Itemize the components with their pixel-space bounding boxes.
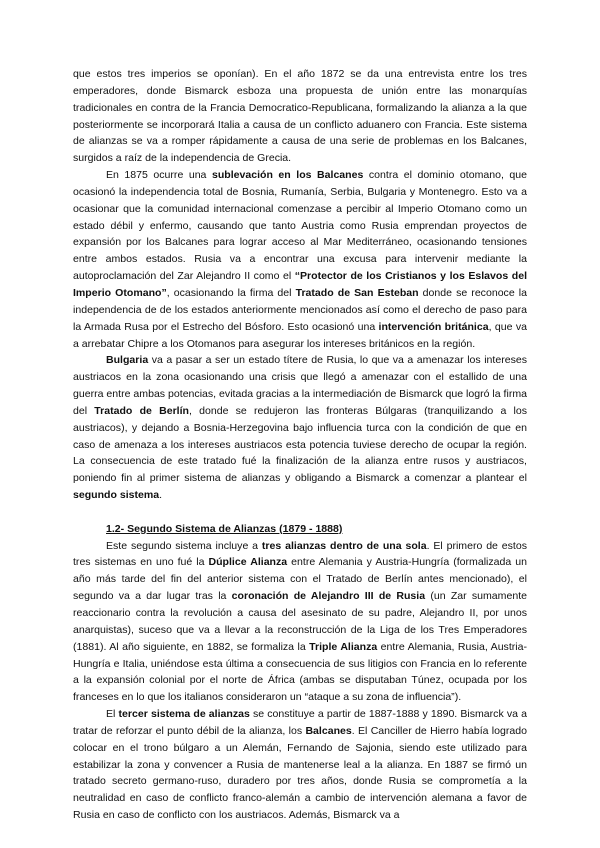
p5-segment: tercer sistema de alianzas xyxy=(118,708,250,721)
p4-segment: . El primero de estos tres sistemas en uno fué la xyxy=(73,539,527,569)
paragraph-second-system xyxy=(73,538,527,706)
p2-segment: sublevación en los Balcanes xyxy=(211,169,364,182)
paragraph-balkan-uprising xyxy=(73,167,527,352)
p2-segment: Tratado de San Esteban xyxy=(295,286,419,299)
p2-segment: , que va a arrebatar Chipre a los Otomanos para asegurar los intereses británicos en la región. xyxy=(73,320,527,350)
p3-segment: Bulgaria xyxy=(106,354,149,367)
p2-segment: “Protector de los Cristianos y los Eslavos del Imperio Otomano” xyxy=(73,270,527,299)
p4-segment: entre Alemania, Rusia, Austria-Hungría e Italia, uniéndose esta última a consecuencia de sus litigios con Francia en lo referente a la expansión colonial por el norte de África (ambas se disputaban Túnez, ocupada por los franceses en lo que los italianos consideraron un “ataque a su zona de influencia”). xyxy=(73,640,527,704)
p4-segment: Dúplice Alianza xyxy=(208,556,288,569)
p2-segment: donde se reconoce la independencia de de los estados anteriormente mencionados así como el derecho de paso para la Armada Rusa por el Estrecho del Bósforo. Esto ocasionó una xyxy=(73,286,527,333)
p5-segment: Balcanes xyxy=(305,724,352,737)
p5-segment: . El Canciller de Hierro había logrado colocar en el trono búlgaro a un Alemán, Fernando de Sajonia, siendo este utilizado para estabilizar la zona y convencer a Rusia de mantenerse leal a la alianza. En 1887 se firmó un tratado secreto germano-ruso, duradero por tres años, donde Rusia se comprometía a la neutralidad en caso de conflicto franco-alemán a cambio de intervención alemana a favor de Rusia en caso de conflicto con los austriacos. Además, Bismarck va a xyxy=(73,724,527,822)
p2-segment: contra el dominio otomano, que ocasionó la independencia total de Bosnia, Rumanía, Serbia, Bulgaria y Montenegro. Esto va a ocasionar que la comunidad internacional comenzase a percibir al Imperio Otomano como un estado débil y enfermo, causando que tanto Austria como Rusia emprendan proyectos de expansión por los Balcanes para lograr acceso al Mar Mediterráneo, ocasionando tensiones entre ambos estados. Rusia va a encontrar una excusa para intervenir mediante la autoproclamación del Zar Alejandro II como el xyxy=(73,169,528,283)
section-heading xyxy=(73,521,527,538)
p5-segment: se constituye a partir de 1887-1888 y 1890. Bismarck va a tratar de reforzar el punto débil de la alianza, los xyxy=(73,708,527,737)
p3-segment: Tratado de Berlín xyxy=(94,404,189,417)
p2-segment: , ocasionando la firma del xyxy=(166,286,296,299)
p4-segment: (un Zar sumamente reaccionario contra la revolución a causa del asesinato de su padre, Alejandro II, por unos anarquistas), suceso que va a llevar a la reconstrucción de la Liga de los Tres Emperadores (1881). Al año siguiente, en 1882, se formaliza la xyxy=(73,590,527,653)
p2-segment: intervención británica xyxy=(378,320,489,333)
p3-segment: va a pasar a ser un estado títere de Rusia, lo que va a amenazar los intereses austriacos en la zona ocasionando una crisis que llegó a amenazar con el estallido de una guerra entre ambas potencias, evitada gracias a la intermediación de Bismarck que logró la firma del xyxy=(73,354,527,417)
p2-segment: En 1875 ocurre una xyxy=(106,169,212,182)
p3-segment: , donde se redujeron las fronteras Búlgaras (tranquilizando a los austriacos), y dejando a Bosnia-Herzegovina bajo influencia turca con la condición de que en caso de amenaza a los intereses austriacos esta potencia tuviese derecho de ocupar la región. La consecuencia de este tratado fué la finalización de la alianza entre rusos y austriacos, poniendo fin al primer sistema de alianzas y obligando a Bismarck a comenzar a plantear el xyxy=(73,404,528,485)
p4-segment: Este segundo sistema incluye a xyxy=(106,539,262,552)
p3-segment: segundo sistema xyxy=(73,489,160,502)
paragraph-bulgaria xyxy=(73,352,527,504)
p4-segment: Triple Alianza xyxy=(309,640,378,653)
p5-segment: El xyxy=(106,708,119,721)
p4-segment: entre Alemania y Austria-Hungría (formalizada un año más tarde del fin del anterior sistema con el Tratado de Berlín antes mencionado), el segundo va a dar lugar tras la xyxy=(73,556,527,603)
p3-segment: . xyxy=(159,489,163,502)
p4-segment: coronación de Alejandro III de Rusia xyxy=(231,590,426,603)
p1-segment: que estos tres imperios se oponían). En el año 1872 se da una entrevista entre los tres emperadores, donde Bismarck esboza una propuesta de unión entre las monarquías tradicionales en contra de la Francia Democratico-Republicana, formalizando la alianza a la que posteriormente se incorporará Italia a causa de un conflicto aduanero con Francia. Este sistema de alianzas se va a romper rápidamente a causa de una serie de problemas en los Balcanes, surgidos a raíz de la independencia de Grecia. xyxy=(73,68,527,165)
paragraph-third-system xyxy=(73,706,527,824)
p4-segment: tres alianzas dentro de una sola xyxy=(261,539,427,552)
heading-segment: 1.2- Segundo Sistema de Alianzas (1879 - 1888) xyxy=(106,522,343,535)
paragraph-intro xyxy=(73,66,527,167)
